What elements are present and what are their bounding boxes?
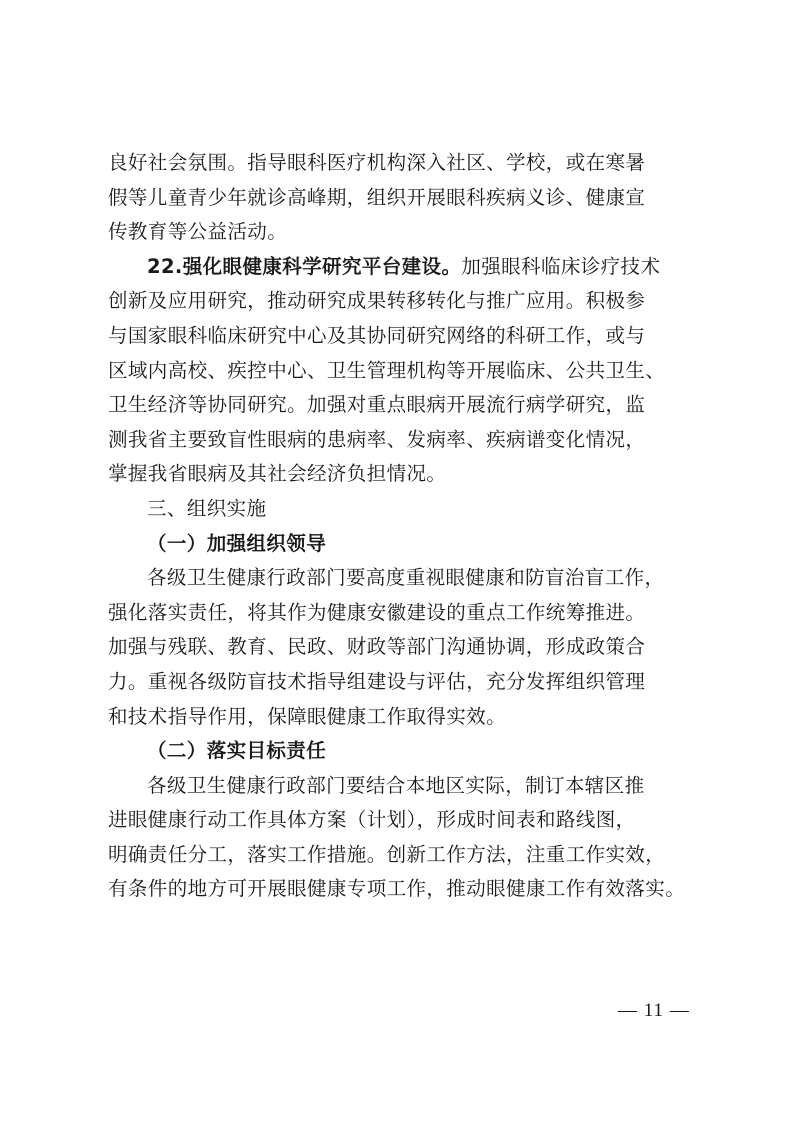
paragraph-line: 假等儿童青少年就诊高峰期，组织开展眼科疾病义诊、健康宣 — [108, 185, 646, 209]
paragraph-line: 各级卫生健康行政部门要高度重视眼健康和防盲治盲工作， — [147, 566, 665, 590]
paragraph-line: 进眼健康行动工作具体方案（计划），形成时间表和路线图， — [108, 808, 636, 832]
paragraph-line: 卫生经济等协同研究。加强对重点眼病开展流行病学研究，监 — [108, 393, 646, 417]
paragraph-line: 有条件的地方可开展眼健康专项工作，推动眼健康工作有效落实。 — [108, 877, 686, 901]
paragraph-line: 区域内高校、疾控中心、卫生管理机构等开展临床、公共卫生、 — [108, 358, 666, 382]
paragraph-line: 力。重视各级防盲技术指导组建设与评估，充分发挥组织管理 — [108, 669, 646, 693]
section-22-title: 22.强化眼健康科学研究平台建设。 — [147, 254, 462, 278]
paragraph-line: 明确责任分工，落实工作措施。创新工作方法，注重工作实效， — [108, 842, 666, 866]
paragraph-line: 与国家眼科临床研究中心及其协同研究网络的科研工作，或与 — [108, 323, 646, 347]
section-heading: 三、组织实施 — [147, 496, 267, 520]
body-text — [108, 146, 694, 907]
paragraph-line: 加强与残联、教育、民政、财政等部门沟通协调，形成政策合 — [108, 635, 646, 659]
paragraph-line: 测我省主要致盲性眼病的患病率、发病率、疾病谱变化情况， — [108, 427, 646, 451]
subsection-heading-1: （一）加强组织领导 — [147, 531, 327, 555]
page-number: — 11 — — [618, 1000, 690, 1021]
paragraph-line: 传教育等公益活动。 — [108, 220, 288, 244]
paragraph-line: 创新及应用研究，推动研究成果转移转化与推广应用。积极参 — [108, 289, 646, 313]
paragraph-line: 和技术指导作用，保障眼健康工作取得实效。 — [108, 704, 507, 728]
paragraph-line: 各级卫生健康行政部门要结合本地区实际，制订本辖区推 — [147, 773, 645, 797]
subsection-heading-2: （二）落实目标责任 — [147, 739, 327, 763]
paragraph-line: 良好社会氛围。指导眼科医疗机构深入社区、学校，或在寒暑 — [108, 151, 646, 174]
section-22-heading-line: 22.强化眼健康科学研究平台建设。加强眼科临床诊疗技术 — [147, 254, 661, 278]
paragraph-line: 强化落实责任，将其作为健康安徽建设的重点工作统筹推进。 — [108, 600, 646, 624]
paragraph-line: 掌握我省眼病及其社会经济负担情况。 — [108, 462, 447, 486]
